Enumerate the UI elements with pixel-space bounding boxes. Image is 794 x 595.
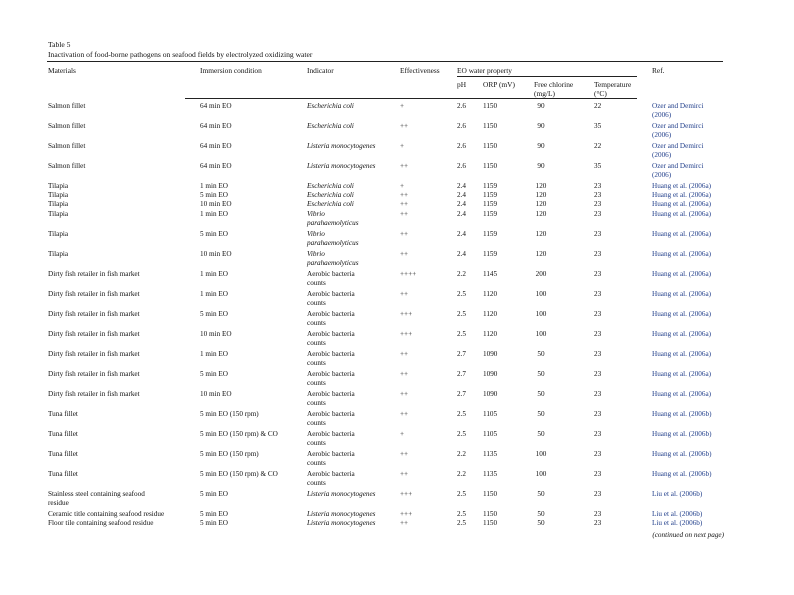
- row-temperature: 35: [594, 122, 602, 130]
- header-indicator: Indicator: [307, 66, 334, 75]
- row-orp: 1145: [483, 270, 498, 278]
- row-immersion: 5 min EO (150 rpm): [200, 410, 259, 418]
- row-orp: 1159: [483, 230, 498, 238]
- row-ref-link[interactable]: Huang et al. (2006b): [652, 470, 712, 478]
- row-material: Tuna fillet: [48, 410, 78, 418]
- row-temperature: 23: [594, 250, 602, 258]
- header-eo-group: EO water property: [457, 66, 512, 75]
- row-orp: 1159: [483, 182, 498, 190]
- row-ph: 2.5: [457, 519, 466, 527]
- row-indicator: Aerobic bacteria: [307, 450, 355, 458]
- row-orp: 1150: [483, 162, 498, 170]
- row-orp: 1105: [483, 430, 498, 438]
- header-ph: pH: [457, 80, 467, 89]
- row-chlorine: 50: [537, 510, 545, 518]
- row-indicator: parahaemolyticus: [307, 239, 359, 247]
- row-ref-link[interactable]: Ozer and Demirci: [652, 162, 704, 170]
- row-effectiveness: +++: [400, 510, 413, 518]
- row-ref-link[interactable]: Huang et al. (2006b): [652, 430, 712, 438]
- row-indicator: counts: [307, 299, 326, 307]
- row-effectiveness: ++: [400, 370, 409, 378]
- row-temperature: 23: [594, 230, 602, 238]
- row-effectiveness: ++: [400, 230, 409, 238]
- row-ref-link[interactable]: Liu et al. (2006b): [652, 510, 703, 518]
- row-immersion: 10 min EO: [200, 330, 232, 338]
- row-temperature: 23: [594, 330, 602, 338]
- row-effectiveness: ++: [400, 122, 409, 130]
- row-indicator: counts: [307, 279, 326, 287]
- row-orp: 1150: [483, 142, 498, 150]
- row-orp: 1090: [483, 390, 498, 398]
- row-ref-link[interactable]: Huang et al. (2006a): [652, 290, 712, 298]
- row-ph: 2.6: [457, 102, 466, 110]
- row-ph: 2.5: [457, 510, 466, 518]
- row-immersion: 10 min EO: [200, 390, 232, 398]
- row-material: Tilapia: [48, 191, 69, 199]
- row-orp: 1150: [483, 490, 498, 498]
- row-temperature: 35: [594, 162, 602, 170]
- row-temperature: 23: [594, 470, 602, 478]
- row-chlorine: 50: [537, 410, 545, 418]
- row-indicator: Listeria monocytogenes: [307, 490, 376, 498]
- header-chlorine-unit: (mg/L): [534, 89, 555, 98]
- row-indicator: counts: [307, 359, 326, 367]
- row-ref-link[interactable]: Huang et al. (2006a): [652, 250, 712, 258]
- row-temperature: 23: [594, 290, 602, 298]
- header-ref: Ref.: [652, 66, 665, 75]
- row-immersion: 64 min EO: [200, 162, 232, 170]
- row-orp: 1090: [483, 370, 498, 378]
- row-ref-link[interactable]: (2006): [652, 111, 672, 119]
- row-temperature: 23: [594, 350, 602, 358]
- row-material: Tilapia: [48, 210, 69, 218]
- row-ph: 2.4: [457, 250, 466, 258]
- row-effectiveness: ++: [400, 450, 409, 458]
- row-chlorine: 90: [537, 102, 545, 110]
- row-temperature: 23: [594, 490, 602, 498]
- row-indicator: Escherichia coli: [307, 200, 354, 208]
- row-chlorine: 100: [535, 290, 547, 298]
- row-effectiveness: +: [400, 430, 405, 438]
- row-ph: 2.5: [457, 310, 466, 318]
- row-temperature: 23: [594, 430, 602, 438]
- row-ph: 2.4: [457, 200, 466, 208]
- row-immersion: 1 min EO: [200, 182, 228, 190]
- row-ph: 2.2: [457, 470, 466, 478]
- row-indicator: Aerobic bacteria: [307, 290, 355, 298]
- row-material: Tuna fillet: [48, 450, 78, 458]
- row-material: Salmon fillet: [48, 142, 86, 150]
- row-temperature: 23: [594, 182, 602, 190]
- row-indicator: Aerobic bacteria: [307, 410, 355, 418]
- table-label: Table 5: [48, 40, 71, 49]
- row-immersion: 5 min EO (150 rpm) & CO: [200, 470, 278, 478]
- row-material: Dirty fish retailer in fish market: [48, 390, 140, 398]
- row-effectiveness: +++: [400, 330, 413, 338]
- row-ref-link[interactable]: Huang et al. (2006a): [652, 370, 712, 378]
- row-material: Salmon fillet: [48, 162, 86, 170]
- row-effectiveness: +: [400, 182, 405, 190]
- row-ph: 2.5: [457, 430, 466, 438]
- row-immersion: 1 min EO: [200, 270, 228, 278]
- row-indicator: counts: [307, 339, 326, 347]
- row-ref-link[interactable]: Huang et al. (2006a): [652, 210, 712, 218]
- row-ref-link[interactable]: Ozer and Demirci: [652, 102, 704, 110]
- row-indicator: parahaemolyticus: [307, 259, 359, 267]
- row-material: Tilapia: [48, 200, 69, 208]
- row-ph: 2.4: [457, 230, 466, 238]
- row-ph: 2.4: [457, 182, 466, 190]
- row-immersion: 5 min EO: [200, 519, 228, 527]
- row-temperature: 23: [594, 191, 602, 199]
- row-material: Tilapia: [48, 182, 69, 190]
- header-immersion: Immersion condition: [200, 66, 262, 75]
- row-immersion: 1 min EO: [200, 350, 228, 358]
- row-effectiveness: ++: [400, 519, 409, 527]
- row-temperature: 23: [594, 270, 602, 278]
- row-ref-link[interactable]: Ozer and Demirci: [652, 142, 704, 150]
- row-effectiveness: ++: [400, 470, 409, 478]
- row-indicator: Escherichia coli: [307, 122, 354, 130]
- row-indicator: Vibrio: [307, 210, 325, 218]
- row-ref-link[interactable]: Huang et al. (2006a): [652, 330, 712, 338]
- table-title: Inactivation of food-borne pathogens on seafood fields by electrolyzed oxidizing water: [48, 50, 313, 59]
- row-chlorine: 90: [537, 142, 545, 150]
- row-effectiveness: ++: [400, 162, 409, 170]
- row-effectiveness: ++: [400, 410, 409, 418]
- row-indicator: Escherichia coli: [307, 182, 354, 190]
- row-temperature: 23: [594, 510, 602, 518]
- row-chlorine: 100: [535, 450, 547, 458]
- row-ph: 2.4: [457, 191, 466, 199]
- row-effectiveness: ++: [400, 290, 409, 298]
- row-indicator: counts: [307, 459, 326, 467]
- row-immersion: 1 min EO: [200, 290, 228, 298]
- row-chlorine: 120: [535, 191, 547, 199]
- header-materials: Materials: [48, 66, 76, 75]
- row-effectiveness: ++: [400, 210, 409, 218]
- row-ref-link[interactable]: Huang et al. (2006a): [652, 200, 712, 208]
- row-orp: 1135: [483, 450, 498, 458]
- row-material: Tilapia: [48, 230, 69, 238]
- row-ref-link[interactable]: Huang et al. (2006b): [652, 410, 712, 418]
- row-indicator: Listeria monocytogenes: [307, 142, 376, 150]
- row-ph: 2.5: [457, 410, 466, 418]
- row-material: Floor tile containing seafood residue: [48, 519, 154, 527]
- row-indicator: Aerobic bacteria: [307, 270, 355, 278]
- row-immersion: 5 min EO (150 rpm): [200, 450, 259, 458]
- row-orp: 1120: [483, 330, 498, 338]
- row-material: Tuna fillet: [48, 430, 78, 438]
- row-temperature: 23: [594, 210, 602, 218]
- row-indicator: Listeria monocytogenes: [307, 510, 376, 518]
- row-temperature: 23: [594, 519, 602, 527]
- row-ph: 2.2: [457, 450, 466, 458]
- row-ref-link[interactable]: Huang et al. (2006b): [652, 450, 712, 458]
- row-temperature: 23: [594, 410, 602, 418]
- row-effectiveness: +: [400, 102, 405, 110]
- row-temperature: 23: [594, 390, 602, 398]
- row-chlorine: 90: [537, 162, 545, 170]
- row-effectiveness: ++: [400, 191, 409, 199]
- continued-note: (continued on next page): [652, 531, 724, 539]
- row-ref-link[interactable]: Huang et al. (2006a): [652, 191, 712, 199]
- row-indicator: counts: [307, 379, 326, 387]
- row-chlorine: 120: [535, 182, 547, 190]
- row-ref-link[interactable]: Liu et al. (2006b): [652, 519, 703, 527]
- row-effectiveness: ++: [400, 200, 409, 208]
- row-ph: 2.7: [457, 350, 466, 358]
- row-indicator: Escherichia coli: [307, 191, 354, 199]
- row-indicator: counts: [307, 399, 326, 407]
- row-chlorine: 50: [537, 350, 545, 358]
- row-indicator: Vibrio: [307, 250, 325, 258]
- row-material: Salmon fillet: [48, 102, 86, 110]
- row-ref-link[interactable]: Huang et al. (2006a): [652, 390, 712, 398]
- row-effectiveness: ++++: [400, 270, 417, 278]
- row-immersion: 10 min EO: [200, 200, 232, 208]
- row-immersion: 5 min EO: [200, 230, 228, 238]
- row-orp: 1159: [483, 191, 498, 199]
- row-material: Dirty fish retailer in fish market: [48, 330, 140, 338]
- row-indicator: counts: [307, 479, 326, 487]
- row-ph: 2.6: [457, 162, 466, 170]
- row-ph: 2.5: [457, 330, 466, 338]
- row-material: Salmon fillet: [48, 122, 86, 130]
- row-chlorine: 200: [535, 270, 547, 278]
- header-temperature: Temperature: [594, 80, 632, 89]
- row-material: Dirty fish retailer in fish market: [48, 270, 140, 278]
- row-ref-link[interactable]: Ozer and Demirci: [652, 122, 704, 130]
- row-indicator: Aerobic bacteria: [307, 470, 355, 478]
- row-orp: 1150: [483, 102, 498, 110]
- row-material: Dirty fish retailer in fish market: [48, 310, 140, 318]
- row-immersion: 64 min EO: [200, 122, 232, 130]
- row-temperature: 22: [594, 142, 602, 150]
- row-ph: 2.6: [457, 122, 466, 130]
- row-chlorine: 50: [537, 519, 545, 527]
- row-orp: 1150: [483, 510, 498, 518]
- row-ph: 2.7: [457, 390, 466, 398]
- row-effectiveness: ++: [400, 250, 409, 258]
- row-immersion: 5 min EO: [200, 310, 228, 318]
- row-orp: 1159: [483, 200, 498, 208]
- row-immersion: 1 min EO: [200, 210, 228, 218]
- row-orp: 1150: [483, 122, 498, 130]
- row-material: Tilapia: [48, 250, 69, 258]
- row-indicator: Aerobic bacteria: [307, 350, 355, 358]
- row-orp: 1105: [483, 410, 498, 418]
- row-orp: 1120: [483, 290, 498, 298]
- row-indicator: counts: [307, 439, 326, 447]
- row-ref-link[interactable]: Huang et al. (2006a): [652, 182, 712, 190]
- row-ref-link[interactable]: Huang et al. (2006a): [652, 230, 712, 238]
- row-immersion: 5 min EO: [200, 191, 228, 199]
- row-ph: 2.4: [457, 210, 466, 218]
- row-ph: 2.2: [457, 270, 466, 278]
- row-indicator: Escherichia coli: [307, 102, 354, 110]
- row-immersion: 64 min EO: [200, 102, 232, 110]
- row-ph: 2.7: [457, 370, 466, 378]
- row-indicator: Listeria monocytogenes: [307, 519, 376, 527]
- row-material: Dirty fish retailer in fish market: [48, 290, 140, 298]
- row-ref-link[interactable]: Liu et al. (2006b): [652, 490, 703, 498]
- row-material: Tuna fillet: [48, 470, 78, 478]
- row-chlorine: 100: [535, 330, 547, 338]
- row-orp: 1090: [483, 350, 498, 358]
- row-orp: 1150: [483, 519, 498, 527]
- row-indicator: Listeria monocytogenes: [307, 162, 376, 170]
- row-orp: 1159: [483, 210, 498, 218]
- row-chlorine: 50: [537, 390, 545, 398]
- row-indicator: Vibrio: [307, 230, 325, 238]
- row-material: Dirty fish retailer in fish market: [48, 350, 140, 358]
- row-orp: 1120: [483, 310, 498, 318]
- row-material: Dirty fish retailer in fish market: [48, 370, 140, 378]
- header-chlorine: Free chlorine: [534, 80, 574, 89]
- row-indicator: Aerobic bacteria: [307, 370, 355, 378]
- row-immersion: 5 min EO: [200, 370, 228, 378]
- row-chlorine: 100: [535, 470, 547, 478]
- row-indicator: parahaemolyticus: [307, 219, 359, 227]
- row-indicator: Aerobic bacteria: [307, 430, 355, 438]
- row-effectiveness: +++: [400, 490, 413, 498]
- row-ref-link[interactable]: (2006): [652, 131, 672, 139]
- row-chlorine: 120: [535, 210, 547, 218]
- row-chlorine: 50: [537, 370, 545, 378]
- row-indicator: counts: [307, 419, 326, 427]
- row-temperature: 23: [594, 450, 602, 458]
- row-orp: 1135: [483, 470, 498, 478]
- row-chlorine: 50: [537, 430, 545, 438]
- row-ref-link[interactable]: (2006): [652, 151, 672, 159]
- row-ph: 2.5: [457, 290, 466, 298]
- row-immersion: 5 min EO: [200, 510, 228, 518]
- row-ref-link[interactable]: Huang et al. (2006a): [652, 310, 712, 318]
- row-indicator: counts: [307, 319, 326, 327]
- row-temperature: 22: [594, 102, 602, 110]
- row-indicator: Aerobic bacteria: [307, 390, 355, 398]
- row-effectiveness: +++: [400, 310, 413, 318]
- row-temperature: 23: [594, 310, 602, 318]
- row-immersion: 64 min EO: [200, 142, 232, 150]
- header-orp: ORP (mV): [483, 80, 515, 89]
- row-ref-link[interactable]: Huang et al. (2006a): [652, 350, 712, 358]
- row-indicator: Aerobic bacteria: [307, 330, 355, 338]
- row-chlorine: 120: [535, 200, 547, 208]
- row-chlorine: 120: [535, 250, 547, 258]
- row-immersion: 5 min EO: [200, 490, 228, 498]
- row-ph: 2.6: [457, 142, 466, 150]
- row-immersion: 10 min EO: [200, 250, 232, 258]
- row-ph: 2.5: [457, 490, 466, 498]
- row-temperature: 23: [594, 200, 602, 208]
- row-indicator: Aerobic bacteria: [307, 310, 355, 318]
- row-material: Ceramic title containing seafood residue: [48, 510, 165, 518]
- row-ref-link[interactable]: Huang et al. (2006a): [652, 270, 712, 278]
- row-effectiveness: ++: [400, 350, 409, 358]
- row-chlorine: 90: [537, 122, 545, 130]
- row-material: Stainless steel containing seafood: [48, 490, 145, 498]
- header-effectiveness: Effectiveness: [400, 66, 440, 75]
- row-ref-link[interactable]: (2006): [652, 171, 672, 179]
- row-chlorine: 120: [535, 230, 547, 238]
- row-immersion: 5 min EO (150 rpm) & CO: [200, 430, 278, 438]
- row-orp: 1159: [483, 250, 498, 258]
- row-material: residue: [48, 499, 69, 507]
- row-chlorine: 100: [535, 310, 547, 318]
- header-temperature-unit: (°C): [594, 89, 607, 98]
- row-effectiveness: +: [400, 142, 405, 150]
- row-chlorine: 50: [537, 490, 545, 498]
- row-effectiveness: ++: [400, 390, 409, 398]
- row-temperature: 23: [594, 370, 602, 378]
